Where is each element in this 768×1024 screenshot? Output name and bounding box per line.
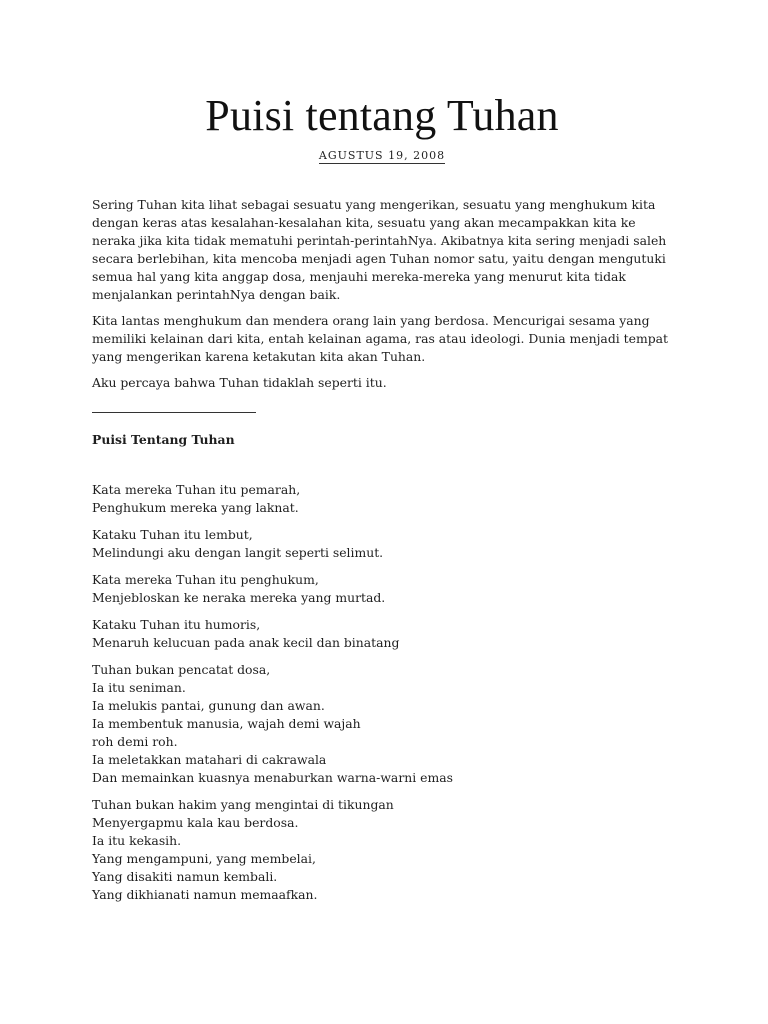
poem-line: Yang disakiti namun kembali. bbox=[92, 869, 278, 884]
poem-line: Penghukum mereka yang laknat. bbox=[92, 500, 299, 515]
stanza bbox=[92, 526, 672, 562]
horizontal-rule bbox=[92, 394, 256, 413]
article-body bbox=[92, 196, 672, 913]
poem-line: Yang mengampuni, yang membelai, bbox=[92, 851, 316, 866]
post-date bbox=[92, 149, 672, 162]
stanza bbox=[92, 481, 672, 517]
poem-line: Ia membentuk manusia, wajah demi wajah bbox=[92, 716, 361, 731]
poem-line: Menjebloskan ke neraka mereka yang murtad. bbox=[92, 590, 386, 605]
page-title: Puisi tentang Tuhan bbox=[205, 91, 559, 140]
poem-title: Puisi Tentang Tuhan bbox=[92, 432, 235, 447]
poem-line: roh demi roh. bbox=[92, 734, 178, 749]
poem bbox=[92, 481, 672, 904]
poem-line: Yang dikhianati namun memaafkan. bbox=[92, 887, 318, 902]
poem-line: Kataku Tuhan itu lembut, bbox=[92, 527, 253, 542]
stanza bbox=[92, 616, 672, 652]
poem-line: Menaruh kelucuan pada anak kecil dan binatang bbox=[92, 635, 400, 650]
stanza bbox=[92, 796, 672, 904]
paragraph: Kita lantas menghukum dan mendera orang lain yang berdosa. Mencurigai sesama yang memiliki kelainan dari kita, entah kelainan agama, ras atau ideologi. Dunia menjadi tempat yang mengerikan karena ketakutan kita akan Tuhan. bbox=[92, 313, 669, 364]
post-date-link[interactable]: AGUSTUS 19, 2008 bbox=[318, 149, 446, 162]
poem-line: Ia itu kekasih. bbox=[92, 833, 182, 848]
poem-line: Kataku Tuhan itu humoris, bbox=[92, 617, 261, 632]
poem-line: Tuhan bukan pencatat dosa, bbox=[92, 662, 271, 677]
poem-line: Ia itu seniman. bbox=[92, 680, 186, 695]
poem-line: Dan memainkan kuasnya menaburkan warna-warni emas bbox=[92, 770, 453, 785]
stanza bbox=[92, 571, 672, 607]
poem-line: Melindungi aku dengan langit seperti selimut. bbox=[92, 545, 384, 560]
poem-line: Menyergapmu kala kau berdosa. bbox=[92, 815, 299, 830]
poem-line: Kata mereka Tuhan itu pemarah, bbox=[92, 482, 301, 497]
paragraph: Aku percaya bahwa Tuhan tidaklah seperti itu. bbox=[92, 375, 387, 390]
poem-line: Kata mereka Tuhan itu penghukum, bbox=[92, 572, 319, 587]
stanza bbox=[92, 661, 672, 787]
poem-line: Ia melukis pantai, gunung dan awan. bbox=[92, 698, 325, 713]
poem-line: Ia meletakkan matahari di cakrawala bbox=[92, 752, 327, 767]
poem-line: Tuhan bukan hakim yang mengintai di tikungan bbox=[92, 797, 394, 812]
paragraph: Sering Tuhan kita lihat sebagai sesuatu yang mengerikan, sesuatu yang menghukum kita dengan keras atas kesalahan-kesalahan kita, sesuatu yang akan mecampakkan kita ke neraka jika kita tidak mematuhi perintah-perintahNya. Akibatnya kita sering menjadi saleh secara berlebihan, kita mencoba menjadi agen Tuhan nomor satu, yaitu dengan mengutuki semua hal yang kita anggap dosa, menjauhi mereka-mereka yang menurut kita tidak menjalankan perintahNya dengan baik. bbox=[92, 197, 667, 302]
